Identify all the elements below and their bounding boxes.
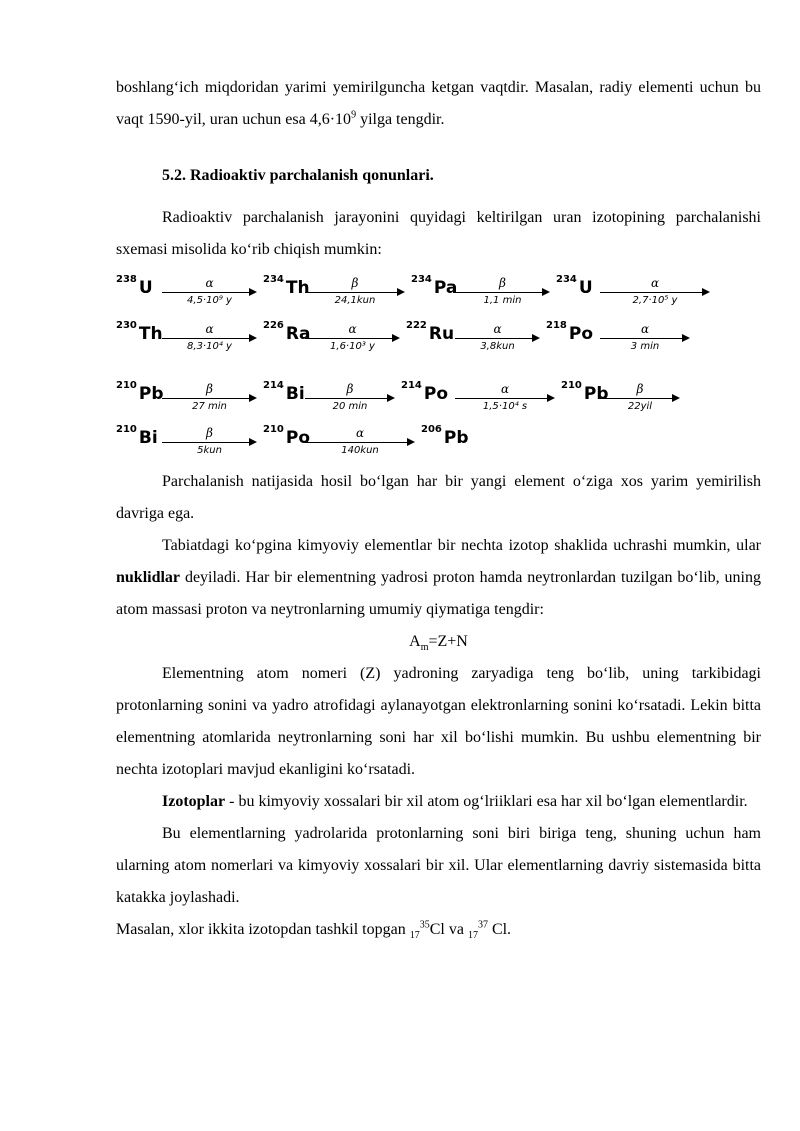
- nuclide: [411, 274, 458, 298]
- arrow-line: [455, 398, 549, 399]
- half-life-label: 4,5·10⁹ y: [187, 295, 232, 306]
- decay-arrow: [305, 276, 405, 306]
- half-life-label: 1,5·10⁴ s: [482, 401, 528, 412]
- decay-arrow: [455, 382, 555, 412]
- decay-arrow: [600, 276, 710, 306]
- arrow-line: [305, 398, 389, 399]
- half-life-label: 1,1 min: [483, 295, 522, 306]
- element-symbol: U: [578, 278, 593, 298]
- paragraph-periodic-table: Bu elementlarning yadrolarida protonlarning soni biri biriga teng, shuning uchun ham ularning atom nomerlari va kimyoviy xossalari bir xil. Ular elementlarning davriy sistemasida bitta katakka joylashadi.: [116, 825, 761, 906]
- arrow-line: [162, 442, 251, 443]
- decay-particle: β: [346, 382, 354, 396]
- decay-arrow: [455, 276, 550, 306]
- formula-symbol: A: [409, 633, 421, 650]
- arrow-line: [600, 292, 704, 293]
- decay-particle: β: [351, 276, 359, 290]
- decay-particle: β: [206, 382, 213, 396]
- formula-rest: =Z+N: [428, 633, 468, 650]
- decay-arrow: [162, 426, 257, 456]
- mass-number: 238: [116, 274, 137, 286]
- half-life-label: 22yil: [627, 401, 653, 412]
- nuclide: [421, 424, 469, 448]
- half-life-label: 140kun: [341, 445, 379, 456]
- paragraph-atomic-number: Elementning atom nomeri (Z) yadroning zaryadiga teng bo‘lib, uning tarkibidagi protonlarning sonini va yadro atrofidagi aylanayotgan elektronlarning sonini ko‘rsatadi. Lekin bitta elementning atomlarida neytronlarning soni har xil bo‘lishi mumkin. Bu ushbu elementning bir nechta izotoplari mavjud ekanligini ko‘rsatadi.: [116, 665, 761, 778]
- decay-particle: α: [493, 322, 502, 336]
- arrow-line: [162, 292, 251, 293]
- mass-number: 222: [406, 320, 427, 332]
- decay-particle: β: [206, 426, 213, 440]
- mass-number: 210: [263, 424, 284, 436]
- nuclide: [116, 274, 153, 298]
- decay-particle: α: [500, 382, 510, 396]
- paragraph-text: boshlang‘ich miqdoridan yarimi yemirilguncha ketgan vaqtdir. Masalan, radiy elementi uchun bu vaqt 1590-yil, uran uchun esa 4,6·10: [116, 79, 761, 128]
- element-symbol: Th: [285, 278, 310, 298]
- term-isotopes: Izotoplar: [162, 793, 226, 810]
- paragraph-text: yilga tengdir.: [356, 111, 445, 128]
- mass-number: 37: [477, 919, 488, 931]
- half-life-label: 20 min: [332, 401, 368, 412]
- arrow-line: [162, 398, 251, 399]
- atomic-number: 17: [467, 930, 478, 942]
- mass-number: 206: [421, 424, 442, 436]
- nuclide: [116, 380, 164, 404]
- decay-particle: α: [355, 426, 365, 440]
- element-symbol: Th: [138, 324, 163, 344]
- element-symbol: Bi: [138, 428, 158, 448]
- mass-number: 234: [263, 274, 284, 286]
- paragraph-nuclides: [116, 530, 761, 626]
- arrow-line: [162, 338, 251, 339]
- element-symbol: Po: [285, 428, 311, 448]
- decay-row: [116, 376, 756, 412]
- arrow-line: [600, 398, 674, 399]
- decay-particle: α: [205, 276, 214, 290]
- element-symbol: Ra: [285, 324, 311, 344]
- half-life-label: 8,3·10⁴ y: [187, 341, 232, 352]
- paragraph-text: Tabiatdagi ko‘pgina kimyoviy elementlar bir nechta izotop shaklida uchrashi mumkin, ular: [162, 537, 761, 554]
- decay-row: [116, 316, 756, 352]
- mass-number: 218: [546, 320, 567, 332]
- arrow-line: [305, 292, 399, 293]
- mass-number: 210: [116, 380, 137, 392]
- half-life-label: 1,6·10³ y: [330, 341, 375, 352]
- decay-arrow: [305, 382, 395, 412]
- mass-number: 230: [116, 320, 137, 332]
- nuclide: [406, 320, 455, 344]
- paragraph-half-life: [116, 72, 761, 136]
- element-text: Cl.: [487, 921, 512, 938]
- arrow-line: [305, 442, 409, 443]
- element-symbol: Pa: [433, 278, 458, 298]
- element-symbol: Po: [423, 384, 449, 404]
- nuclide: [116, 424, 158, 448]
- term-nuclides: nuklidlar: [116, 569, 181, 586]
- element-symbol: Ru: [428, 324, 455, 344]
- nuclide: [263, 274, 310, 298]
- element-symbol: Pb: [443, 428, 469, 448]
- exponent: 9: [351, 109, 357, 121]
- decay-particle: β: [499, 276, 506, 290]
- element-symbol: Po: [568, 324, 594, 344]
- mass-number: 210: [561, 380, 582, 392]
- mass-number: 234: [556, 274, 577, 286]
- half-life-label: 27 min: [192, 401, 227, 412]
- half-life-label: 5kun: [197, 445, 222, 456]
- mass-number: 226: [263, 320, 284, 332]
- half-life-label: 3,8kun: [480, 341, 515, 352]
- section-heading: 5.2. Radioaktiv parchalanish qonunlari.: [162, 167, 434, 184]
- paragraph-chlorine-example: [116, 914, 761, 946]
- formula-subscript: m: [420, 642, 429, 654]
- nuclide: [546, 320, 594, 344]
- decay-scheme: [116, 270, 761, 460]
- paragraph-half-life-note: Parchalanish natijasida hosil bo‘lgan har bir yangi element o‘ziga xos yarim yemirilish davriga ega.: [116, 473, 761, 522]
- decay-particle: α: [650, 276, 660, 290]
- arrow-line: [305, 338, 394, 339]
- paragraph-isotopes-definition: [116, 786, 761, 818]
- decay-arrow: [305, 322, 400, 352]
- element-symbol: Pb: [583, 384, 609, 404]
- half-life-label: 24,1kun: [334, 295, 376, 306]
- decay-particle: α: [205, 322, 214, 336]
- paragraph-intro: Radioaktiv parchalanish jarayonini quyidagi keltirilgan uran izotopining parchalanishi sxemasi misolida ko‘rib chiqish mumkin:: [116, 209, 761, 258]
- arrow-line: [455, 292, 544, 293]
- element-symbol: Pb: [138, 384, 164, 404]
- half-life-label: 2,7·10⁵ y: [632, 295, 678, 306]
- atomic-number: 17: [409, 930, 420, 942]
- nuclide: [263, 424, 311, 448]
- element-text: Cl va: [429, 921, 468, 938]
- element-symbol: U: [138, 278, 153, 298]
- decay-particle: α: [348, 322, 357, 336]
- mass-number: 210: [116, 424, 137, 436]
- mass-number: 35: [419, 919, 430, 931]
- decay-arrow: [162, 322, 257, 352]
- mass-formula: [116, 626, 761, 658]
- decay-arrow: [162, 276, 257, 306]
- decay-particle: α: [640, 322, 650, 336]
- paragraph-text: deyiladi. Har bir elementning yadrosi proton hamda neytronlardan tuzilgan bo‘lib, uning atom massasi proton va neytronlarning umumiy qiymatiga tengdir:: [116, 569, 761, 618]
- decay-row: [116, 420, 756, 456]
- nuclide: [263, 320, 311, 344]
- decay-row: [116, 270, 756, 306]
- nuclide: [556, 274, 593, 298]
- mass-number: 214: [401, 380, 422, 392]
- element-symbol: Bi: [285, 384, 305, 404]
- arrow-line: [600, 338, 684, 339]
- nuclide: [116, 320, 163, 344]
- mass-number: 214: [263, 380, 284, 392]
- nuclide: [401, 380, 449, 404]
- mass-number: 234: [411, 274, 432, 286]
- half-life-label: 3 min: [630, 341, 660, 352]
- decay-particle: β: [636, 382, 644, 396]
- decay-arrow: [600, 382, 680, 412]
- decay-arrow: [600, 322, 690, 352]
- decay-arrow: [305, 426, 415, 456]
- decay-arrow: [162, 382, 257, 412]
- decay-arrow: [455, 322, 540, 352]
- paragraph-text: Masalan, xlor ikkita izotopdan tashkil topgan: [116, 921, 410, 938]
- paragraph-text: - bu kimyoviy xossalari bir xil atom og‘lriiklari esa har xil bo‘lgan elementlardir.: [225, 793, 748, 810]
- nuclide: [263, 380, 305, 404]
- document-page: [116, 72, 761, 946]
- arrow-line: [455, 338, 534, 339]
